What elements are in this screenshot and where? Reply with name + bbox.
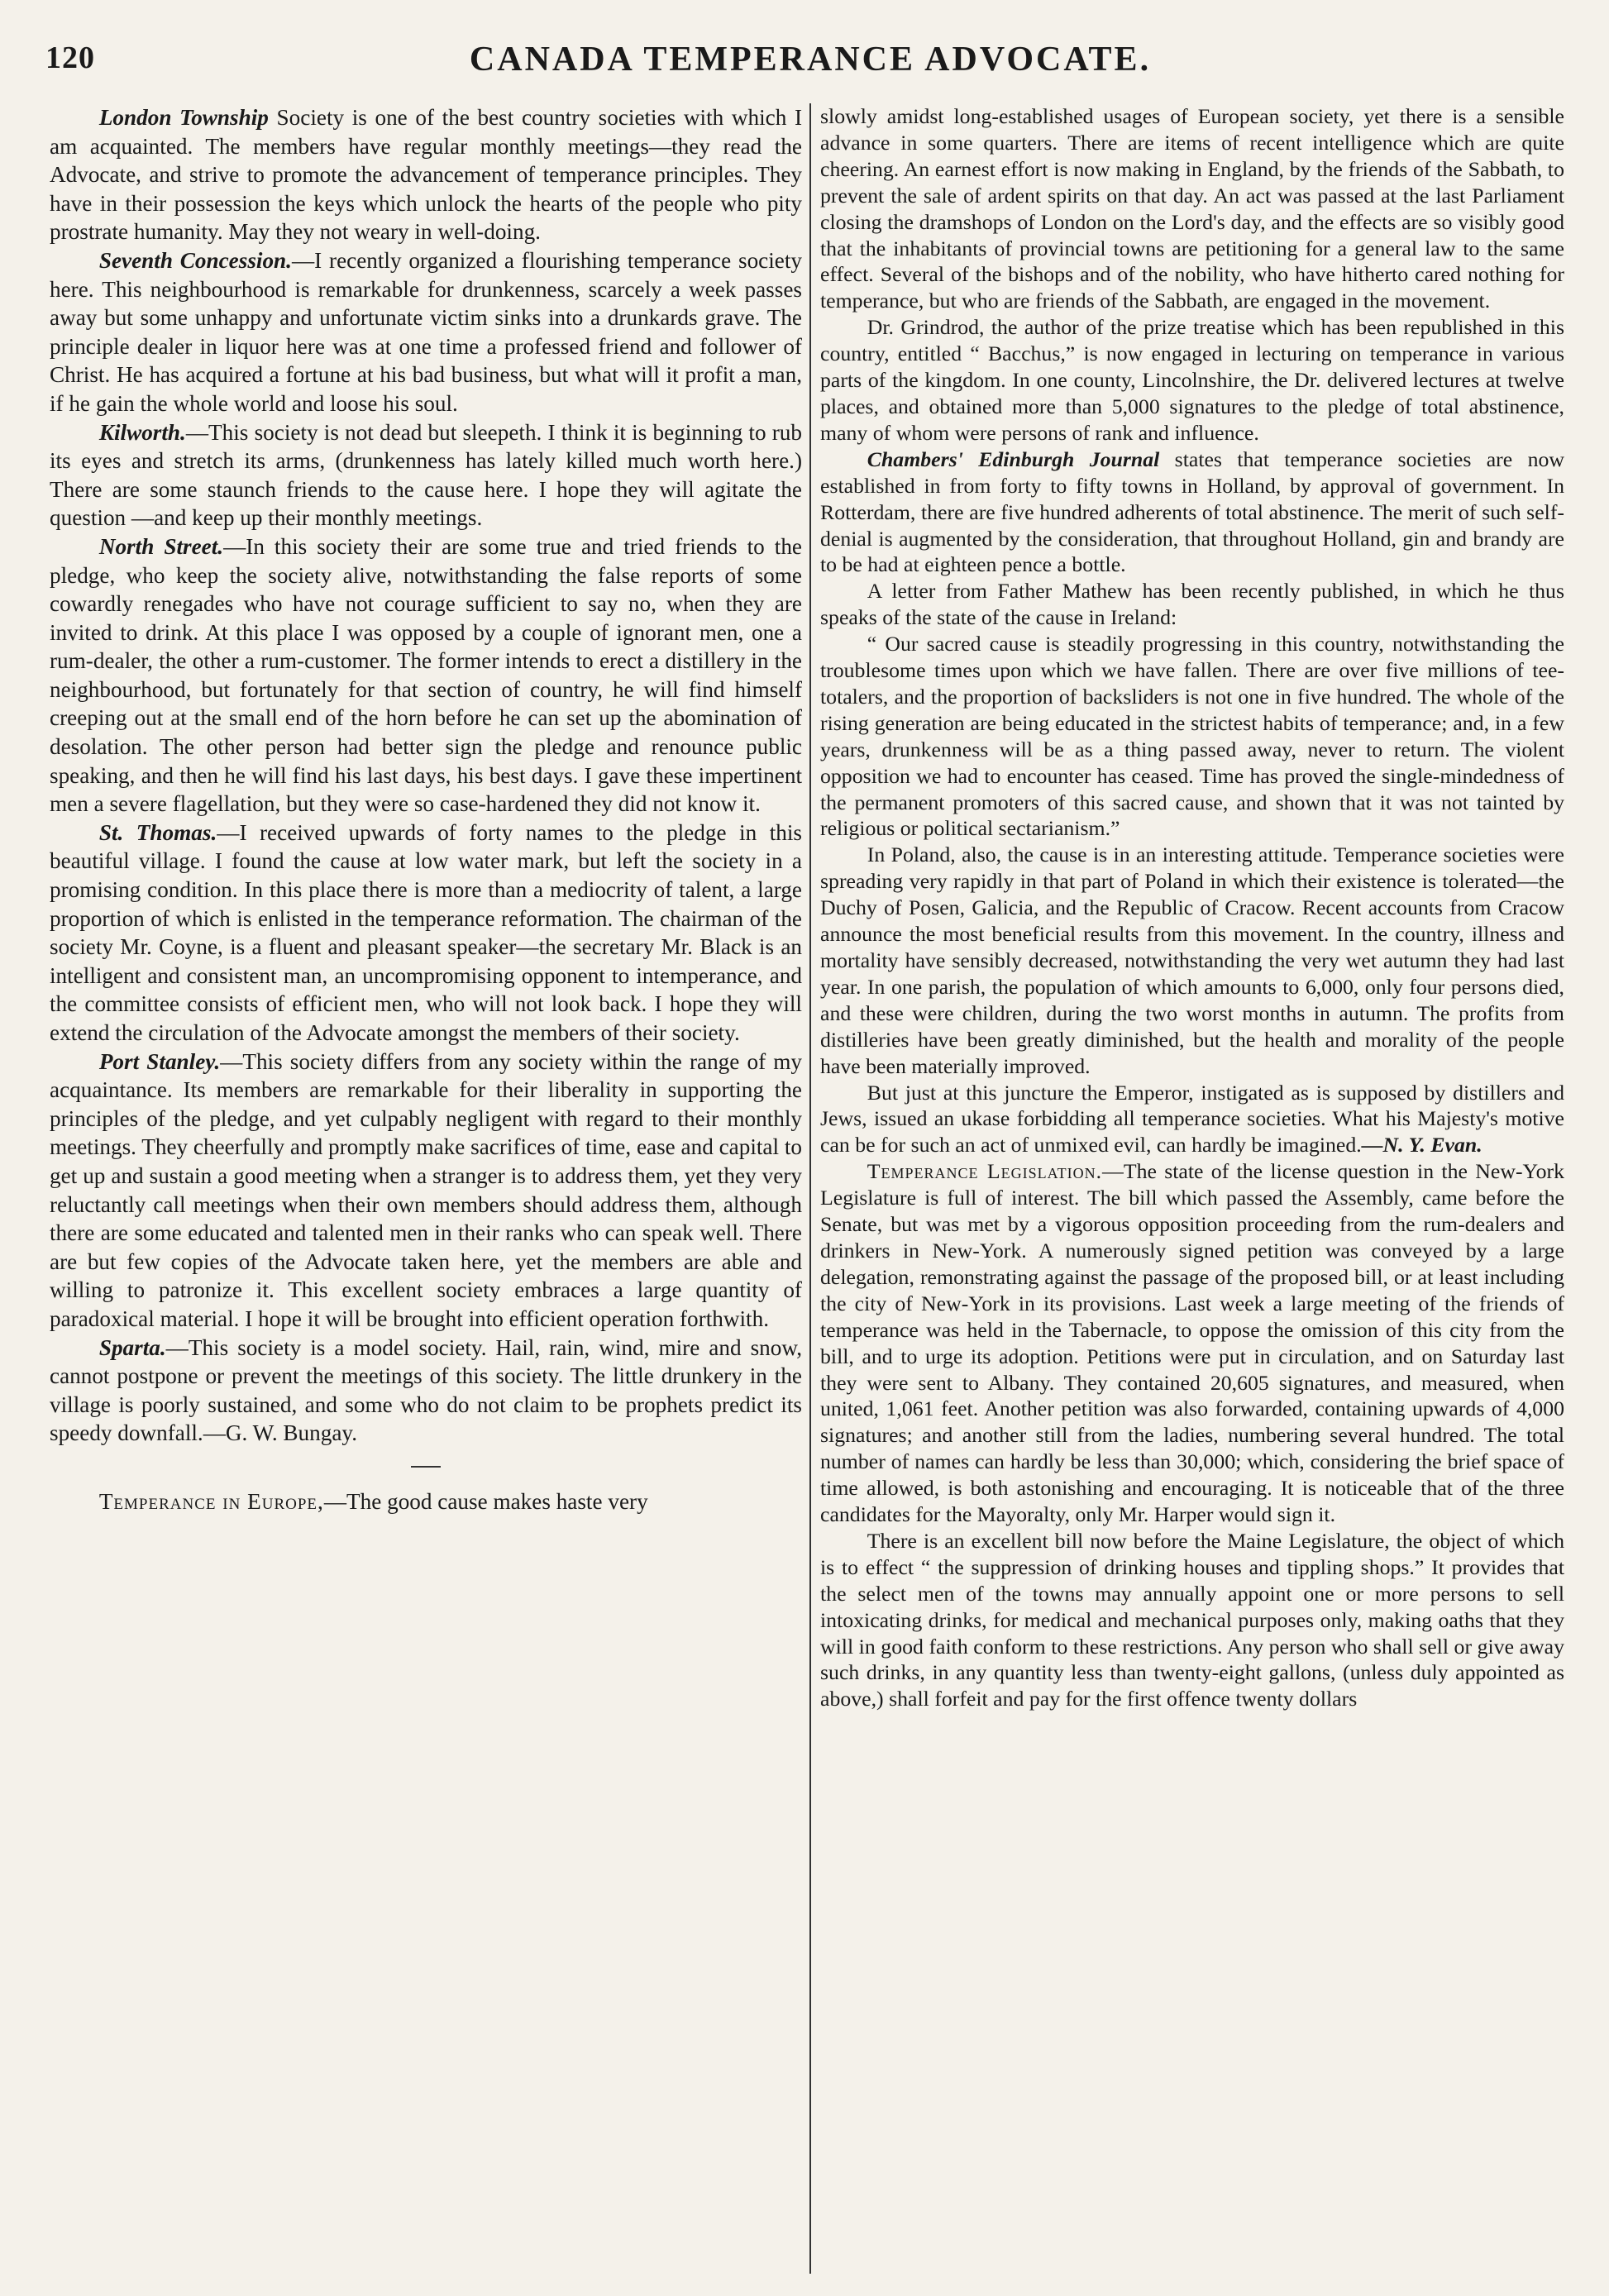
paragraph-poland: In Poland, also, the cause is in an interesting attitude. Temperance societies were spreading very rapidly in that part of Poland in which their existence is tolerated—the Duchy of Posen, Galicia, and the Republic of Cracow. Recent accounts from Cracow announce the most beneficial results from this movement. In the country, illness and mortality have sensibly decreased, notwithstanding the very wet autumn they had last year. In one parish, the population of which amounts to 6,000, only four persons died, and these were children, during the two worst months in autumn. The profits from distilleries have been greatly diminished, but the health and morality of the people have been materially improved. xyxy=(820,843,1564,1078)
paragraph-europe-continued: slowly amidst long-established usages of European society, yet there is a sensible advance in some quarters. There are items of recent intelligence which are quite cheering. An earnest effort is now making in England, by the friends of the Sabbath, to prevent the sale of ardent spirits on that day. An act was passed at the last Parliament closing the dramshops of London on the Lord's day, and the effects are so visibly good that the inhabitants of provincial towns are petitioning for a general law to the same effect. Several of the bishops and of the nobility, who have hitherto cared nothing for temperance, but who are friends of the Sabbath, are engaged in the movement. xyxy=(820,104,1564,313)
section-text: —The good cause makes haste very xyxy=(323,1488,648,1514)
article-port-stanley xyxy=(50,1048,802,1334)
section-title: Sparta. xyxy=(98,1334,166,1360)
section-text: —In this society their are some true and tried friends to the pledge, who keep the society alive, notwithstanding the false reports of some cowardly renegades who have not courage sufficient to say no, when they are invited to drink. At this place I was opposed by a couple of ignorant men, one a rum-dealer, the other a rum-customer. The former intends to erect a distillery in the neighbourhood, but fortunately for that section of country, he will find himself creeping out at the small end of the horn before he can set up the abomination of desolation. The other person had better sign the pledge and renounce public speaking, and then he will find his last days, his best days. I gave these impertinent men a severe flagellation, but they were so case-hardened they did not know it. xyxy=(50,533,802,817)
left-column xyxy=(50,103,802,2274)
paragraph-text: —The state of the license question in the New-York Legislature is full of interest. The bill which passed the Assembly, came before the Senate, but was met by a vigorous opposition proceeding from the rum-dealers and drinkers in New-York. A numerously signed petition was conveyed by a large delegation, remonstrating against the passage of the proposed bill, or at least including the city of New-York in its provisions. Last week a large meeting of the friends of temperance was held in the Tabernacle, to oppose the omission of this city from the bill, and to urge its adoption. Petitions were put in circulation, and on Saturday last they were sent to Albany. They contained 20,605 signatures, and measured, when united, 1,061 feet. Another petition was also forwarded, containing upwards of 4,000 signatures; and another still from the ladies, numbering several hundred. The total number of names can hardly be less than 30,000; which, considering the brief space of time allowed, is both astonishing and encouraging. It is noticeable that of the three candidates for the Mayoralty, only Mr. Harper would sign it. xyxy=(820,1159,1564,1527)
article-london-township xyxy=(50,103,802,246)
paragraph-text: But just at this juncture the Emperor, instigated as is supposed by distillers and Jews, issued an ukase forbidding all temperance societies. What his Majesty's motive can be for such an act of unmixed evil, can hardly be imagined. xyxy=(820,1080,1564,1158)
page-number: 120 xyxy=(45,41,95,75)
paragraph-temperance-legislation xyxy=(820,1158,1564,1528)
section-title: Temperance in Europe, xyxy=(98,1488,324,1514)
column-divider xyxy=(809,103,811,2274)
section-text: —I recently organized a flourishing temperance society here. This neighbourhood is remarkable for drunkenness, scarcely a week passes away but some unhappy and unfortunate victim sinks into a drunkards grave. The principle dealer in liquor here was at one time a professed friend and follower of Christ. He has acquired a fortune at his bad business, but what will it profit a man, if he gain the whole world and loose his soul. xyxy=(50,247,802,416)
running-title: CANADA TEMPERANCE ADVOCATE. xyxy=(469,41,1152,79)
article-north-street xyxy=(50,532,802,819)
section-title: North Street. xyxy=(98,533,224,559)
section-text: Society is one of the best country societies with which I am acquainted. The members have regular monthly meetings—they read the Advocate, and strive to promote the advancement of temperance principles. They have in their possession the keys which unlock the hearts of the people who pity prostrate humanity. May they not weary in well-doing. xyxy=(50,105,802,245)
article-temperance-in-europe xyxy=(50,1487,802,1516)
section-text: —This society is a model society. Hail, rain, wind, mire and snow, cannot postpone or prevent the meetings of this society. The little drunkery in the village is poorly sustained, and some who do not claim to be prophets predict its speedy downfall.—G. W. Bungay. xyxy=(50,1334,802,1446)
section-title: Port Stanley. xyxy=(98,1048,221,1074)
journal-title: Chambers' Edinburgh Journal xyxy=(867,446,1160,471)
section-title: St. Thomas. xyxy=(98,819,217,845)
article-seventh-concession xyxy=(50,246,802,418)
paragraph-maine-bill: There is an excellent bill now before the Maine Legislature, the object of which is to effect “ the suppression of drinking houses and tippling shops.” It provides that the select men of the towns may annually appoint one or more persons to sell intoxicating drinks, for medical and mechanical purposes only, making oaths that they will in good faith conform to these restrictions. Any person who shall sell or give away such drinks, in any quantity less than twenty-eight gallons, (unless duly appointed as above,) shall forfeit and pay for the first offence twenty dollars xyxy=(820,1528,1564,1711)
right-column xyxy=(820,103,1564,2274)
article-kilworth xyxy=(50,418,802,532)
quote-ireland: “ Our sacred cause is steadily progressing in this country, notwithstanding the troublesome times upon which we have fallen. There are over five millions of tee-totalers, and the proportion of backsliders is not one in five hundred. The whole of the rising generation are being educated in the strictest habits of temperance; and, in a few years, drunkenness will be as a thing passed away, never to return. The violent opposition we had to encounter has ceased. Time has proved the single-mindedness of the permanent promoters of this sacred cause, and shown that it was not tainted by religious or political sectarianism.” xyxy=(820,632,1564,841)
article-st-thomas xyxy=(50,819,802,1048)
section-text: —I received upwards of forty names to the pledge in this beautiful village. I found the cause at low water mark, but left the society in a promising condition. In this place there is more than a mediocrity of talent, a large proportion of which is enlisted in the temperance reformation. The chairman of the society Mr. Coyne, is a fluent and pleasant speaker—the secretary Mr. Black is an intelligent and consistent man, an uncompromising opponent to intemperance, and the committee consists of efficient men, who will not look back. I hope they will extend the circulation of the Advocate amongst the members of their society. xyxy=(50,819,802,1045)
section-title: Temperance Legislation. xyxy=(867,1159,1103,1184)
article-sparta xyxy=(50,1334,802,1448)
section-text: —This society differs from any society within the range of my acquaintance. Its members are remarkable for their liberality in supporting the principles of the pledge, and yet culpably negligent with regard to their monthly meetings. They cheerfully and promptly make sacrifices of time, ease and capital to get up and sustain a good meeting when a stranger is to address them, yet they very reluctantly call meetings when their own members should address them, although there are some educated and talented men in their ranks who can speak well. There are but few copies of the Advocate taken here, yet the members are able and willing to patronize it. This excellent society embraces a large quantity of paradoxical material. I hope it will be brought into efficient operation forthwith. xyxy=(50,1048,802,1331)
paragraph-grindrod: Dr. Grindrod, the author of the prize treatise which has been republished in this country, entitled “ Bacchus,” is now engaged in lecturing on temperance in various parts of the kingdom. In one county, Lincolnshire, the Dr. delivered lectures at twelve places, and obtained more than 5,000 signatures to the pledge of total abstinence, many of whom were persons of rank and influence. xyxy=(820,315,1564,445)
paragraph-holland xyxy=(820,446,1564,579)
paragraph-father-mathew: A letter from Father Mathew has been recently published, in which he thus speaks of the state of the cause in Ireland: xyxy=(820,579,1564,630)
source-signature: —N. Y. Evan. xyxy=(1361,1133,1482,1158)
paragraph-emperor xyxy=(820,1080,1564,1159)
page-header xyxy=(45,40,1575,89)
section-text: —This society is not dead but sleepeth. I think it is beginning to rub its eyes and stretch its arms, (drunkenness has lately killed much worth here.) There are some staunch friends to the cause here. I hope they will agitate the question —and keep up their monthly meetings. xyxy=(50,419,802,531)
section-title: London Township xyxy=(98,105,269,130)
paragraph-text: states that temperance societies are now established in from forty to fifty towns in Holland, by approval of government. In Rotterdam, there are five hundred adherents of total abstinence. The merit of such self-denial is augmented by the consideration, that throughout Holland, gin and brandy are to be had at eighteen pence a bottle. xyxy=(820,446,1564,577)
section-divider xyxy=(411,1466,441,1468)
section-title: Kilworth. xyxy=(98,419,186,445)
section-title: Seventh Concession. xyxy=(98,247,292,273)
